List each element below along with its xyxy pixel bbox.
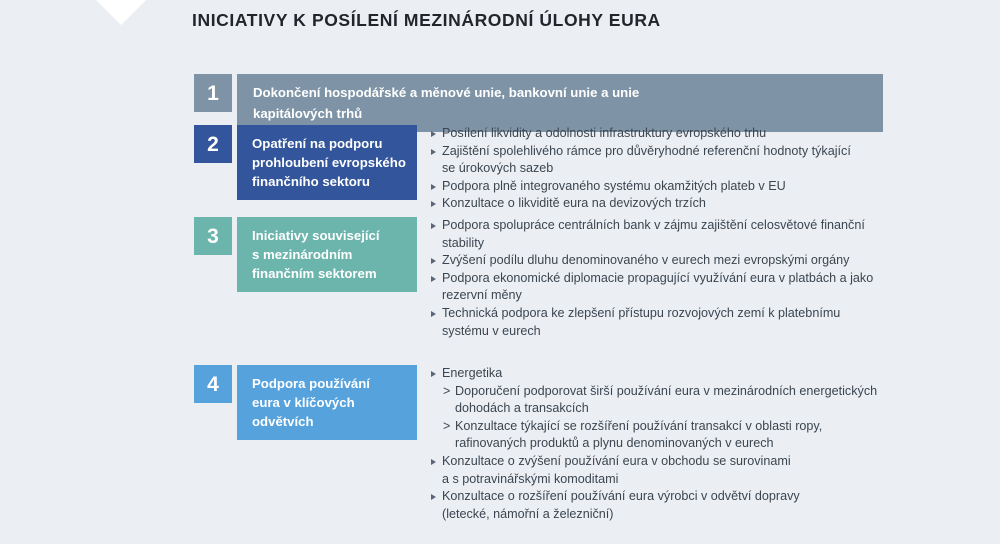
initiative-label-3	[237, 217, 417, 292]
bullet-item	[431, 270, 901, 305]
triangle-bullet-icon	[431, 494, 436, 500]
chevron-right-marker-icon: >	[443, 418, 451, 433]
bullet-item	[431, 305, 901, 340]
bullet-text-line: a s potravinářskými komoditami	[442, 471, 619, 486]
triangle-bullet-icon	[431, 201, 436, 207]
initiative-bullets-3	[431, 217, 901, 340]
triangle-bullet-icon	[431, 311, 436, 317]
triangle-bullet-icon	[431, 149, 436, 155]
bullet-text-line: rafinovaných produktů a plynu denominovaných v eurech	[455, 436, 774, 451]
bullet-text-line: Posílení likvidity a odolnosti infrastruktury evropského trhu	[442, 126, 767, 140]
initiative-label-line: s mezinárodním	[252, 247, 353, 262]
bullet-item	[431, 195, 901, 213]
bullet-text-line: Konzultace o rozšíření používání eura výrobci v odvětví dopravy	[442, 489, 800, 504]
initiative-label-1	[237, 74, 883, 132]
triangle-bullet-icon	[431, 276, 436, 282]
bullet-text-line: se úrokových sazeb	[442, 161, 554, 176]
initiative-label-2	[237, 125, 417, 200]
chevron-right-marker-icon: >	[443, 383, 451, 398]
sub-bullet-item	[431, 383, 901, 418]
initiative-label-line: Iniciativy související	[252, 228, 380, 243]
bullet-text-line: dohodách a transakcích	[455, 401, 589, 416]
bullet-item	[431, 125, 901, 143]
initiative-label-line: finančního sektoru	[252, 174, 370, 189]
bullet-item	[431, 217, 901, 252]
triangle-bullet-icon	[431, 131, 436, 137]
initiative-number-badge-3: 3	[194, 217, 232, 255]
sub-bullet-item	[431, 418, 901, 453]
bullet-item	[431, 365, 901, 383]
decorative-chevron-down-icon	[96, 0, 146, 25]
page-title: INICIATIVY K POSÍLENÍ MEZINÁRODNÍ ÚLOHY EURA	[192, 10, 661, 30]
bullet-text-line: Konzultace o zvýšení používání eura v obchodu se surovinami	[442, 453, 791, 468]
bullet-item	[431, 488, 901, 523]
initiative-label-line: finančním sektorem	[252, 266, 377, 281]
bullet-item	[431, 252, 901, 270]
initiative-label-line: Podpora používání	[252, 376, 370, 391]
bullet-text-line: Doporučení podporovat širší používání eura v mezinárodních energetických	[455, 383, 878, 398]
initiative-label-4	[237, 365, 417, 440]
bullet-text-line: Podpora ekonomické diplomacie propagující využívání eura v platbách a jako	[442, 270, 874, 285]
triangle-bullet-icon	[431, 258, 436, 264]
bullet-text-line: rezervní měny	[442, 288, 522, 303]
bullet-text-line: Energetika	[442, 366, 503, 380]
bullet-text-line: systému v eurech	[442, 323, 541, 338]
initiative-number-badge-4: 4	[194, 365, 232, 403]
initiative-label-line: kapitálových trhů	[253, 106, 363, 121]
bullet-item	[431, 453, 901, 488]
triangle-bullet-icon	[431, 184, 436, 190]
bullet-text-line: Konzultace týkající se rozšíření používání transakcí v oblasti ropy,	[455, 418, 823, 433]
initiative-label-line: Opatření na podporu	[252, 136, 383, 151]
bullet-text-line: Konzultace o likviditě eura na devizových trzích	[442, 196, 706, 211]
initiative-label-line: eura v klíčových	[252, 395, 355, 410]
initiative-label-line: prohloubení evropského	[252, 155, 406, 170]
triangle-bullet-icon	[431, 371, 436, 377]
initiative-number-badge-1: 1	[194, 74, 232, 112]
initiative-bullets-4	[431, 365, 901, 523]
initiative-label-line: odvětvích	[252, 414, 314, 429]
initiative-label-line: Dokončení hospodářské a měnové unie, bankovní unie a unie	[253, 85, 640, 100]
initiative-number-badge-2: 2	[194, 125, 232, 163]
bullet-text-line: (letecké, námořní a železniční)	[442, 506, 614, 521]
triangle-bullet-icon	[431, 223, 436, 229]
bullet-text-line: Podpora plně integrovaného systému okamžitých plateb v EU	[442, 178, 786, 193]
triangle-bullet-icon	[431, 459, 436, 465]
bullet-text-line: Zvýšení podílu dluhu denominovaného v eurech mezi evropskými orgány	[442, 253, 850, 268]
initiative-bullets-2	[431, 125, 901, 213]
bullet-item	[431, 178, 901, 196]
bullet-text-line: Podpora spolupráce centrálních bank v zájmu zajištění celosvětové finanční	[442, 218, 865, 232]
bullet-text-line: Zajištění spolehlivého rámce pro důvěryhodné referenční hodnoty týkající	[442, 143, 851, 158]
bullet-text-line: Technická podpora ke zlepšení přístupu rozvojových zemí k platebnímu	[442, 305, 841, 320]
bullet-item	[431, 143, 901, 178]
bullet-text-line: stability	[442, 235, 484, 250]
